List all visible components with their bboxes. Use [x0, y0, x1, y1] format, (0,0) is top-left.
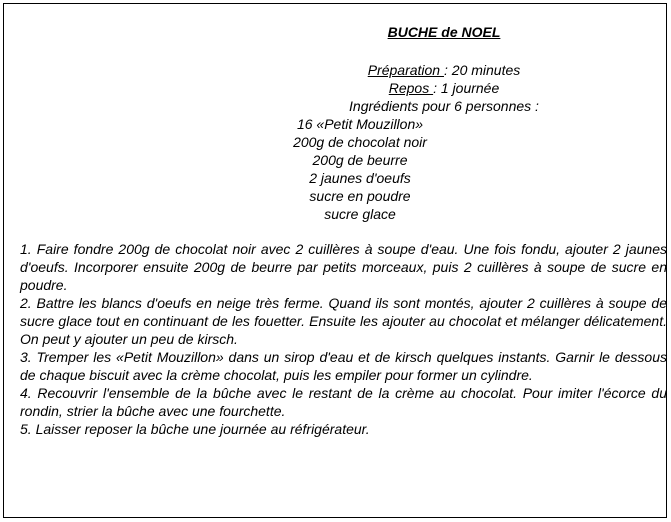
repos-line	[0, 79, 671, 97]
ingredient-item: sucre en poudre	[309, 188, 411, 204]
ingredient-item: sucre glace	[324, 206, 396, 222]
preparation-label: Préparation	[367, 62, 444, 78]
repos-label: Repos	[388, 80, 434, 96]
ingredient-item: 16 «Petit Mouzillon»	[296, 116, 424, 132]
recipe-steps	[20, 240, 667, 438]
recipe-step: 3. Tremper les «Petit Mouzillon» dans un sirop d'eau et de kirsch quelques instants. Garnir le dessous de chaque biscuit avec la crème chocolat, puis les empiler pour former un cylindre.	[20, 349, 667, 383]
ingredient-item: 200g de beurre	[312, 152, 408, 168]
recipe-title: BUCHE de NOEL	[387, 24, 501, 40]
recipe-step: 5. Laisser reposer la bûche une journée au réfrigérateur.	[20, 421, 370, 437]
repos-value: : 1 journée	[433, 80, 500, 96]
ingredient-item: 200g de chocolat noir	[293, 134, 427, 150]
recipe-step: 2. Battre les blancs d'oeufs en neige très ferme. Quand ils sont montés, ajouter 2 cuillères à soupe de sucre glace tout en continuant de les fouetter. Ensuite les ajouter au chocolat et mélanger délicatement. On peut y ajouter un peu de kirsch.	[20, 295, 667, 347]
recipe-step: 4. Recouvrir l'ensemble de la bûche avec le restant de la crème au chocolat. Pour imiter l'écorce du rondin, strier la bûche avec une fourchette.	[20, 385, 667, 419]
ingredients-heading: Ingrédients pour 6 personnes :	[349, 98, 539, 114]
recipe-step: 1. Faire fondre 200g de chocolat noir avec 2 cuillères à soupe d'eau. Une fois fondu, ajouter 2 jaunes d'oeufs. Incorporer ensuite 200g de beurre par petits morceaux, puis 2 cuillères à soupe de sucre en poudre.	[20, 241, 667, 293]
preparation-value: : 20 minutes	[444, 62, 521, 78]
preparation-line	[0, 61, 671, 79]
ingredient-item: 2 jaunes d'oeufs	[309, 170, 411, 186]
